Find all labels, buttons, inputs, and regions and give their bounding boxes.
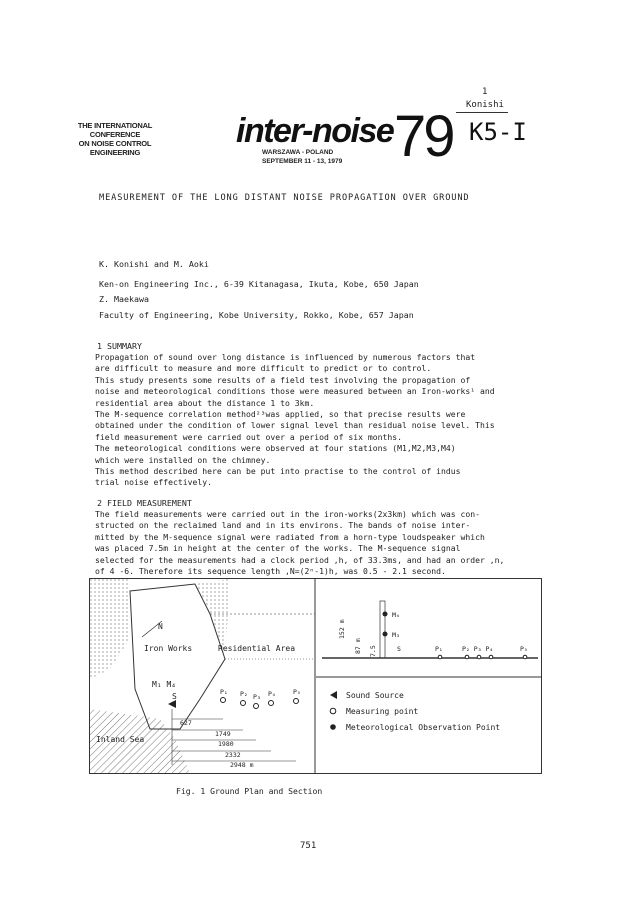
ground-plan bbox=[90, 579, 315, 773]
distance-1980: 1980 bbox=[218, 740, 234, 748]
legend-circle-icon bbox=[330, 708, 336, 714]
field-line: mitted by the M-sequence signal were radiated from a horn-type loudspeaker which bbox=[95, 531, 485, 542]
land-area-left bbox=[90, 579, 130, 679]
paper-code: K5-I bbox=[469, 118, 527, 146]
legend-dot-icon bbox=[330, 724, 336, 730]
conference-name-line: ON NOISE CONTROL bbox=[78, 139, 152, 148]
section-source-label: S bbox=[397, 645, 401, 653]
figure-1 bbox=[89, 578, 542, 774]
p1-circle-icon bbox=[221, 698, 226, 703]
section-view bbox=[316, 601, 541, 732]
distance-2948: 2948 m bbox=[230, 761, 254, 769]
author-tag-rule bbox=[456, 112, 508, 113]
p1-label: P₁ bbox=[220, 688, 228, 696]
summary-line: The meteorological conditions were observed at four stations (M1,M2,M3,M4) bbox=[95, 443, 456, 454]
summary-line: which were installed on the chimney. bbox=[95, 454, 271, 465]
height-152-label: 152 m bbox=[338, 619, 346, 639]
section-p2-icon bbox=[465, 655, 469, 659]
affiliation-2: Faculty of Engineering, Kobe University, Rokko, Kobe, 657 Japan bbox=[99, 310, 414, 320]
section-p5-icon bbox=[523, 655, 527, 659]
page-number-bottom: 751 bbox=[300, 841, 317, 851]
p4-label: P₄ bbox=[268, 690, 276, 698]
field-heading: 2 FIELD MEASUREMENT bbox=[97, 498, 192, 508]
m3-dot-icon bbox=[383, 632, 388, 637]
conference-location bbox=[262, 148, 342, 166]
p3-circle-icon bbox=[254, 704, 259, 709]
conference-name-line: CONFERENCE bbox=[89, 130, 141, 139]
field-body bbox=[95, 509, 541, 577]
coauthor-name: Z. Maekawa bbox=[99, 294, 149, 304]
legend-sound-source: Sound Source bbox=[346, 691, 404, 700]
p4-circle-icon bbox=[269, 701, 274, 706]
internoise-logo: inter-noise bbox=[236, 112, 394, 150]
field-line: selected for the measurements had a clock period ,h, of 33.3ms, and had an order ,n, bbox=[95, 554, 505, 565]
inland-sea-label: Inland Sea bbox=[96, 735, 145, 744]
distance-2332: 2332 bbox=[225, 751, 241, 759]
distance-1749: 1749 bbox=[215, 730, 231, 738]
height-87-label: 87 m bbox=[354, 638, 362, 654]
location-text: WARSZAWA - POLAND bbox=[262, 149, 334, 156]
m4-dot-icon bbox=[383, 612, 388, 617]
summary-line: are difficult to measure and more difficult to predict or to control. bbox=[95, 363, 432, 374]
p2-label: P₂ bbox=[240, 690, 248, 698]
summary-heading: 1 SUMMARY bbox=[97, 341, 142, 351]
p5-circle-icon bbox=[294, 699, 299, 704]
summary-body bbox=[95, 352, 541, 489]
section-p4-icon bbox=[489, 655, 493, 659]
section-p2p3p4-label: P₂ P₃ P₄ bbox=[462, 645, 494, 653]
summary-line: The M-sequence correlation method²³was applied, so that precise results were bbox=[95, 409, 466, 420]
legend-meteorological-point: Meteorological Observation Point bbox=[346, 723, 501, 732]
north-label: N bbox=[158, 622, 163, 631]
p3-label: P₃ bbox=[253, 693, 261, 701]
summary-line: trial noise effectively. bbox=[95, 477, 212, 488]
legend-measuring-point: Measuring point bbox=[346, 707, 419, 716]
figure-caption: Fig. 1 Ground Plan and Section bbox=[176, 786, 323, 796]
p2-circle-icon bbox=[241, 701, 246, 706]
summary-line: residential area about the distance 1 to 3km. bbox=[95, 397, 315, 408]
page-number-top: 1 bbox=[482, 87, 488, 97]
summary-line: This method described here can be put into practise to the control of indus bbox=[95, 466, 461, 477]
dates-text: SEPTEMBER 11 - 13, 1979 bbox=[262, 158, 343, 165]
conference-name-line: ENGINEERING bbox=[89, 148, 141, 157]
figure-1-svg bbox=[90, 579, 541, 773]
summary-line: noise and meteorological conditions those were measured between an Iron-works¹ and bbox=[95, 386, 495, 397]
iron-works-label: Iron Works bbox=[144, 644, 193, 653]
chimney bbox=[380, 601, 385, 658]
distance-627: 627 bbox=[180, 719, 192, 727]
author-tag: Konishi bbox=[466, 100, 504, 110]
conference-name-line: THE INTERNATIONAL bbox=[77, 121, 153, 130]
summary-line: This study presents some results of a field test involving the propagation of bbox=[95, 374, 471, 385]
residential-area-label: Residential Area bbox=[218, 644, 296, 653]
section-p1-icon bbox=[438, 655, 442, 659]
conference-year: 79 bbox=[394, 104, 453, 169]
field-line: of 4 -6. Therefore its sequence length ,N=(2ⁿ-1)h, was 0.5 - 2.1 second. bbox=[95, 566, 446, 577]
field-line: structed on the reclaimed land and in its environs. The bands of noise inter- bbox=[95, 520, 471, 531]
paper-title: MEASUREMENT OF THE LONG DISTANT NOISE PROPAGATION OVER GROUND bbox=[99, 193, 470, 203]
legend-triangle-icon bbox=[330, 691, 337, 699]
section-p5-label: P₅ bbox=[520, 645, 528, 653]
author-names: K. Konishi and M. Aoki bbox=[99, 259, 209, 269]
summary-line: Propagation of sound over long distance is influenced by numerous factors that bbox=[95, 352, 476, 362]
summary-line: obtained under the condition of lower signal level than residual noise level. This bbox=[95, 420, 495, 431]
source-label: S bbox=[172, 692, 177, 701]
m4-section-label: M₄ bbox=[392, 611, 400, 619]
m3-section-label: M₃ bbox=[392, 631, 400, 639]
affiliation-1: Ken-on Engineering Inc., 6-39 Kitanagasa, Ikuta, Kobe, 650 Japan bbox=[99, 279, 419, 289]
height-7-5-label: 7.5 bbox=[369, 645, 377, 657]
p5-label: P₅ bbox=[293, 688, 301, 696]
field-line: The field measurements were carried out in the iron-works(2x3km) which was con- bbox=[95, 509, 480, 519]
m1-m4-label: M₁ M₄ bbox=[152, 680, 177, 689]
section-p1-label: P₁ bbox=[435, 645, 443, 653]
summary-line: field measurement were carried out over a period of six months. bbox=[95, 431, 402, 442]
section-p3-icon bbox=[477, 655, 481, 659]
conference-name bbox=[62, 121, 168, 157]
source-triangle-icon bbox=[168, 700, 176, 708]
field-line: was placed 7.5m in height at the center of the works. The M-sequence signal bbox=[95, 543, 461, 554]
